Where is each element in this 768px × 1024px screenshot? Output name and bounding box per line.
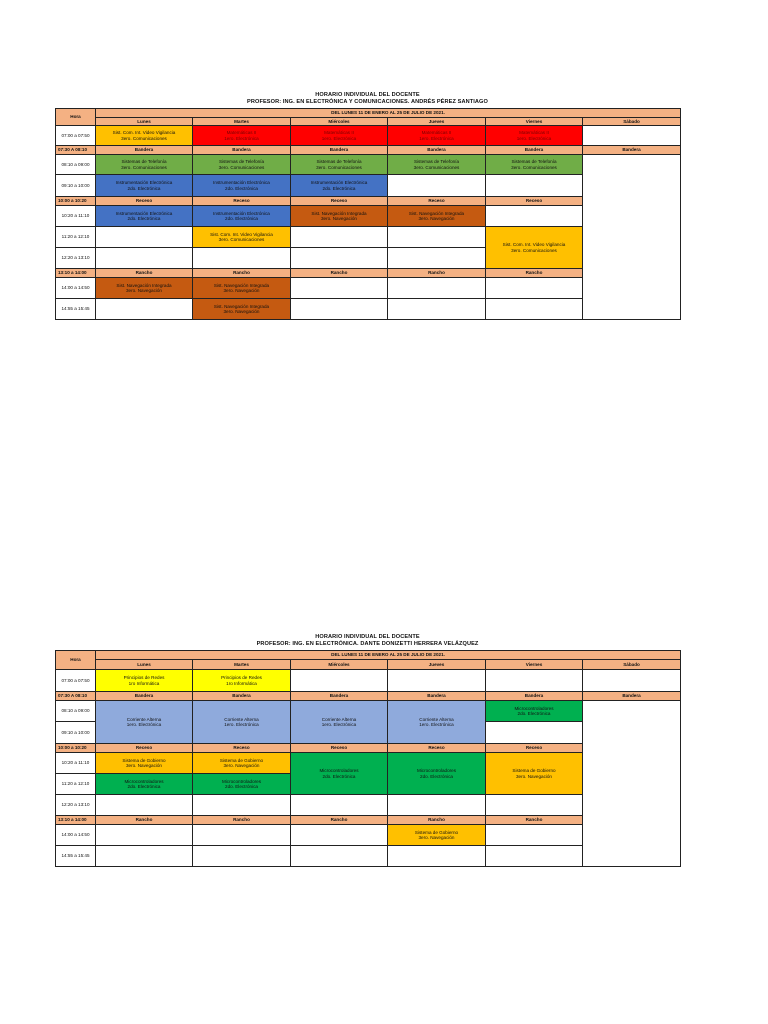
empty-cell [583, 701, 681, 867]
schedule-2 [55, 634, 680, 867]
class-cell: Sist. Navegación Integrada 3ero. Navegación [193, 299, 291, 320]
class-cell: Sist. Navegación Integrada 3ero. Navegación [388, 206, 486, 227]
time-slot: 10:00 a 10:20 [56, 744, 96, 753]
empty-cell [96, 795, 193, 816]
empty-cell [388, 670, 486, 692]
schedule-table [55, 650, 681, 867]
day-header: Viernes [486, 118, 583, 126]
class-cell: Corriente Alterna 1ero. Electrónica [193, 701, 291, 744]
empty-cell [388, 846, 486, 867]
day-header: Viernes [486, 660, 583, 670]
time-slot: 12:20 a 13:10 [56, 795, 96, 816]
class-cell: Sistema de Gobierno 3ero. Navegación [96, 753, 193, 774]
class-cell: Microcontroladores 2do. Electrónica [486, 701, 583, 722]
empty-cell [291, 227, 388, 248]
time-slot: 09:10 a 10:00 [56, 722, 96, 744]
empty-cell [486, 175, 583, 197]
rancho-cell: Rancho [291, 816, 388, 825]
class-cell: Sist. Navegación Integrada 3ero. Navegación [193, 278, 291, 299]
empty-cell [291, 670, 388, 692]
time-slot: 13:10 a 14:00 [56, 269, 96, 278]
rancho-cell: Rancho [96, 816, 193, 825]
class-cell: Sist. Navegación Integrada 3ero. Navegación [96, 278, 193, 299]
receso-cell: Receso [388, 197, 486, 206]
class-cell: Instrumentación Electrónica 2do. Electrónica [96, 175, 193, 197]
empty-cell [291, 846, 388, 867]
class-cell: Microcontroladores 2do. Electrónica [96, 774, 193, 795]
class-cell: Sistemas de Telefonía 3ero. Comunicaciones [96, 155, 193, 175]
class-cell: Instrumentación Electrónica 2do. Electrónica [291, 175, 388, 197]
receso-cell: Receso [486, 744, 583, 753]
bandera-cell: Bandera [96, 692, 193, 701]
rancho-cell: Rancho [96, 269, 193, 278]
day-header: Lunes [96, 118, 193, 126]
receso-cell: Receso [96, 744, 193, 753]
time-slot: 14:00 a 14:50 [56, 825, 96, 846]
time-slot: 10:20 a 11:10 [56, 753, 96, 774]
time-slot: 07:00 a 07:50 [56, 670, 96, 692]
empty-cell [291, 825, 388, 846]
class-cell: Sist. Com. Int. Video Vigilancia 3ero. Comunicaciones [193, 227, 291, 248]
schedule-1 [55, 92, 680, 320]
day-header: Sábado [583, 660, 681, 670]
empty-cell [96, 227, 193, 248]
time-slot: 08:10 a 09:00 [56, 155, 96, 175]
class-cell: Sistemas de Telefonía 3ero. Comunicaciones [388, 155, 486, 175]
class-cell: Matemáticas II 1ero. Electrónica [193, 126, 291, 146]
bandera-cell: Bandera [96, 146, 193, 155]
time-slot: 11:20 a 12:10 [56, 227, 96, 248]
empty-cell [388, 227, 486, 248]
rancho-cell: Rancho [291, 269, 388, 278]
class-cell: Sistema de Gobierno 3ero. Navegación [388, 825, 486, 846]
class-cell: Microcontroladores 2do. Electrónica [291, 753, 388, 795]
class-cell: Instrumentación Electrónica 2do. Electrónica [193, 206, 291, 227]
time-slot: 07:30 A 08:10 [56, 692, 96, 701]
empty-cell [486, 670, 583, 692]
empty-cell [388, 278, 486, 299]
empty-cell [291, 795, 388, 816]
empty-cell [388, 248, 486, 269]
time-slot: 12:20 a 13:10 [56, 248, 96, 269]
receso-cell: Receso [388, 744, 486, 753]
bandera-cell: Bandera [486, 146, 583, 155]
date-range: DEL LUNES 11 DE ENERO AL 25 DE JULIO DE 2021. [96, 651, 681, 660]
time-slot: 10:20 a 11:10 [56, 206, 96, 227]
day-header: Sábado [583, 118, 681, 126]
empty-cell [193, 846, 291, 867]
class-cell: Sistemas de Telefonía 3ero. Comunicaciones [193, 155, 291, 175]
class-cell: Microcontroladores 2do. Electrónica [388, 753, 486, 795]
class-cell: Sistemas de Telefonía 3ero. Comunicaciones [291, 155, 388, 175]
class-cell: Corriente Alterna 1ero. Electrónica [291, 701, 388, 744]
schedule-title: HORARIO INDIVIDUAL DEL DOCENTE [315, 92, 420, 98]
empty-cell [291, 299, 388, 320]
receso-cell: Receso [291, 197, 388, 206]
bandera-cell: Bandera [193, 692, 291, 701]
empty-cell [388, 299, 486, 320]
rancho-cell: Rancho [193, 269, 291, 278]
empty-cell [486, 206, 583, 227]
bandera-cell: Bandera [291, 692, 388, 701]
empty-cell [486, 722, 583, 744]
rancho-cell: Rancho [388, 269, 486, 278]
bandera-cell: Bandera [388, 146, 486, 155]
empty-cell [486, 299, 583, 320]
receso-cell: Receso [291, 744, 388, 753]
class-cell: Microcontroladores 2do. Electrónica [193, 774, 291, 795]
day-header: Miércoles [291, 660, 388, 670]
class-cell: Sistema de Gobierno 3ero. Navegación [193, 753, 291, 774]
time-slot: 08:10 a 09:00 [56, 701, 96, 722]
schedule-table [55, 108, 681, 320]
time-slot: 13:10 a 14:00 [56, 816, 96, 825]
receso-cell: Receso [193, 197, 291, 206]
class-cell: Matemáticas II 1ero. Electrónica [388, 126, 486, 146]
schedule-title: HORARIO INDIVIDUAL DEL DOCENTE [315, 634, 420, 640]
class-cell: Sist. Com. Int. Video Vigilancia 3ero. Comunicaciones [486, 227, 583, 269]
time-slot: 07:30 A 08:10 [56, 146, 96, 155]
time-slot: 14:00 a 14:50 [56, 278, 96, 299]
class-cell: Instrumentación Electrónica 2do. Electrónica [96, 206, 193, 227]
empty-cell [583, 155, 681, 320]
schedule-professor: PROFESOR: ING. EN ELECTRÓNICA. DANTE DONIZETTI HERRERA VELÁZQUEZ [256, 641, 479, 647]
day-header: Jueves [388, 118, 486, 126]
class-cell: Corriente Alterna 1ero. Electrónica [96, 701, 193, 744]
hora-header: Hora [56, 651, 96, 670]
schedule-professor: PROFESOR: ING. EN ELECTRÓNICA Y COMUNICACIONES. ANDRÉS PÉREZ SANTIAGO [247, 99, 488, 105]
bandera-cell: Bandera [193, 146, 291, 155]
time-slot: 10:00 a 10:20 [56, 197, 96, 206]
day-header: Miércoles [291, 118, 388, 126]
receso-cell: Receso [193, 744, 291, 753]
rancho-cell: Rancho [388, 816, 486, 825]
class-cell: Sist. Navegación Integrada 3ero. Navegación [291, 206, 388, 227]
day-header: Lunes [96, 660, 193, 670]
bandera-cell: Bandera [291, 146, 388, 155]
bandera-cell: Bandera [486, 692, 583, 701]
empty-cell [583, 670, 681, 692]
time-slot: 07:00 a 07:50 [56, 126, 96, 146]
empty-cell [96, 825, 193, 846]
rancho-cell: Rancho [486, 816, 583, 825]
empty-cell [291, 278, 388, 299]
bandera-cell: Bandera [583, 692, 681, 701]
day-header: Jueves [388, 660, 486, 670]
class-cell: Matemáticas II 1ero. Electrónica [486, 126, 583, 146]
date-range: DEL LUNES 11 DE ENERO AL 25 DE JULIO DE 2021. [96, 109, 681, 118]
empty-cell [291, 248, 388, 269]
time-slot: 09:10 a 10:00 [56, 175, 96, 197]
empty-cell [193, 825, 291, 846]
empty-cell [96, 299, 193, 320]
empty-cell [486, 278, 583, 299]
empty-cell [583, 126, 681, 146]
day-header: Martes [193, 660, 291, 670]
class-cell: Corriente Alterna 1ero. Electrónica [388, 701, 486, 744]
empty-cell [388, 175, 486, 197]
hora-header: Hora [56, 109, 96, 126]
receso-cell: Receso [486, 197, 583, 206]
class-cell: Matemáticas II 1ero. Electrónica [291, 126, 388, 146]
empty-cell [486, 825, 583, 846]
rancho-cell: Rancho [486, 269, 583, 278]
empty-cell [193, 795, 291, 816]
bandera-cell: Bandera [583, 146, 681, 155]
empty-cell [486, 846, 583, 867]
empty-cell [388, 795, 486, 816]
day-header: Martes [193, 118, 291, 126]
class-cell: Sistema de Gobierno 3ero. Navegación [486, 753, 583, 795]
class-cell: Instrumentación Electrónica 2do. Electrónica [193, 175, 291, 197]
class-cell: Principios de Redes 1ro Informática [193, 670, 291, 692]
time-slot: 14:55 a 15:45 [56, 299, 96, 320]
class-cell: Sist. Com. Int. Video Vigilancia 3ero. Comunicaciones [96, 126, 193, 146]
time-slot: 11:20 a 12:10 [56, 774, 96, 795]
class-cell: Principios de Redes 1ro Informática [96, 670, 193, 692]
empty-cell [486, 795, 583, 816]
bandera-cell: Bandera [388, 692, 486, 701]
empty-cell [96, 248, 193, 269]
empty-cell [193, 248, 291, 269]
class-cell: Sistemas de Telefonía 3ero. Comunicaciones [486, 155, 583, 175]
rancho-cell: Rancho [193, 816, 291, 825]
receso-cell: Receso [96, 197, 193, 206]
empty-cell [96, 846, 193, 867]
time-slot: 14:55 a 15:45 [56, 846, 96, 867]
